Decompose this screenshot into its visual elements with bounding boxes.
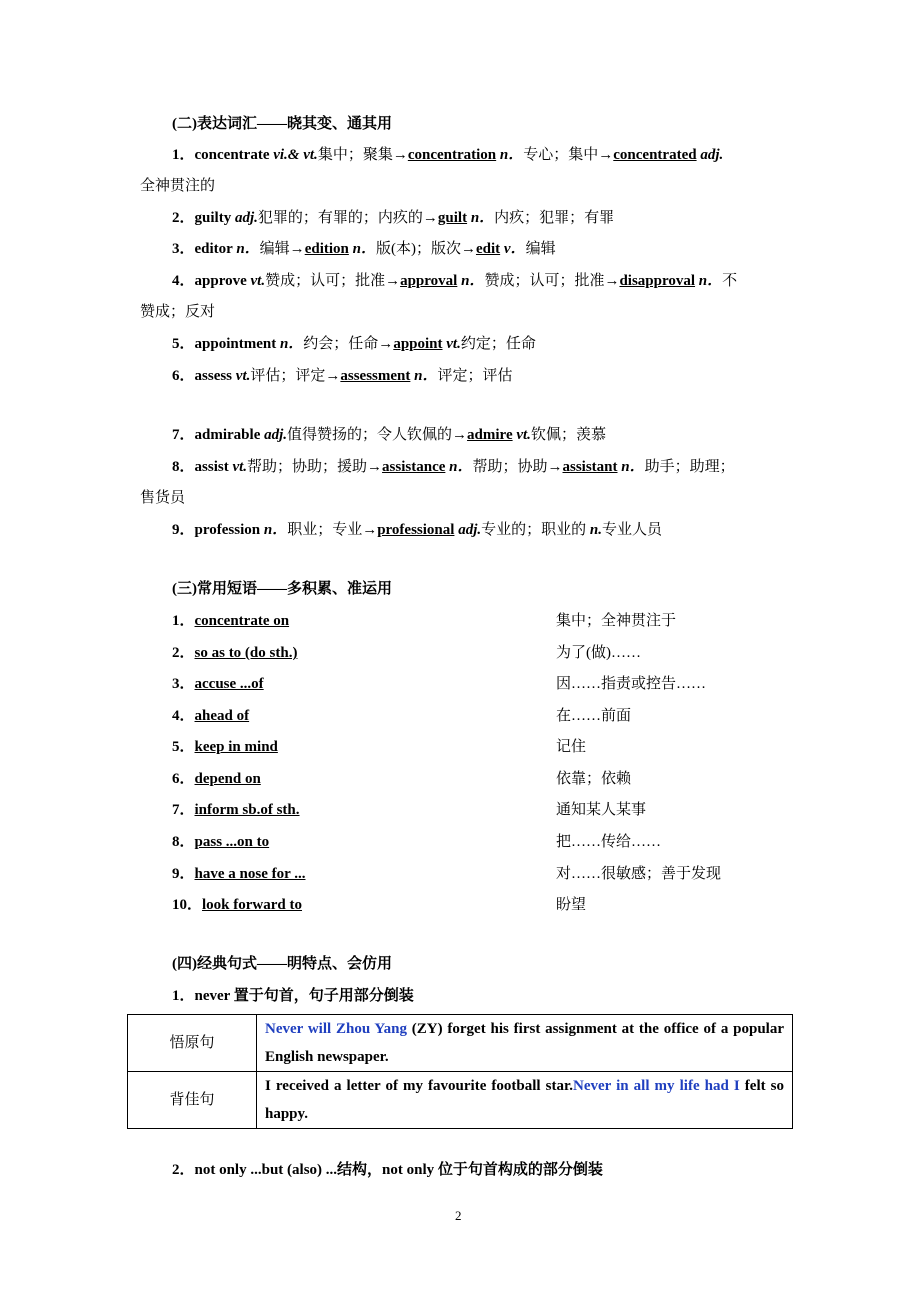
vocab-item-8: 8．assist vt.帮助；协助；援助→assistance n．帮助；协助→assistant n．助手；助理； bbox=[172, 459, 735, 475]
phrase-meaning: 在……前面 bbox=[556, 708, 632, 724]
vocab-item-5: 5．appointment n．约会；任命→appoint vt.约定；任命 bbox=[172, 336, 536, 352]
vocab-item-8-cont: 售货员 bbox=[140, 490, 186, 506]
example-sentence-table bbox=[127, 1014, 793, 1129]
phrase-meaning: 通知某人某事 bbox=[556, 802, 647, 818]
original-sentence: Never will Zhou Yang (ZY) forget his first assignment at the office of a popular English newspaper. bbox=[257, 1015, 793, 1072]
section3-heading: (三)常用短语——多积累、准运用 bbox=[172, 581, 392, 597]
phrase-row: 4．ahead of bbox=[172, 708, 250, 724]
phrase-row: 1．concentrate on bbox=[172, 613, 290, 629]
phrase-row: 9．have a nose for ... bbox=[172, 866, 306, 882]
phrase-row: 10．look forward to bbox=[172, 897, 303, 913]
vocab-item-4-cont: 赞成；反对 bbox=[140, 304, 216, 320]
phrase-meaning: 为了(做)…… bbox=[556, 645, 641, 661]
phrase-row: 6．depend on bbox=[172, 771, 261, 787]
section4-heading: (四)经典句式——明特点、会仿用 bbox=[172, 956, 392, 972]
sentence-point-1: 1．never 置于句首，句子用部分倒装 bbox=[172, 988, 414, 1004]
page-number: 2 bbox=[455, 1208, 462, 1223]
phrase-row: 3．accuse ...of bbox=[172, 676, 264, 692]
phrase-row: 5．keep in mind bbox=[172, 739, 278, 755]
section2-heading: (二)表达词汇——晓其变、通其用 bbox=[172, 116, 392, 132]
phrase-meaning: 记住 bbox=[556, 739, 587, 755]
phrase-meaning: 集中；全神贯注于 bbox=[556, 613, 677, 629]
phrase-meaning: 盼望 bbox=[556, 897, 587, 913]
phrase-meaning: 把……传给…… bbox=[556, 834, 662, 850]
phrase-row: 8．pass ...on to bbox=[172, 834, 270, 850]
sentence-point-2: 2．not only ...but (also) ...结构，not only 位于句首构成的部分倒装 bbox=[172, 1162, 603, 1178]
vocab-item-3: 3．editor n．编辑→edition n．版(本)；版次→edit v．编辑 bbox=[172, 241, 556, 257]
vocab-item-4: 4．approve vt.赞成；认可；批准→approval n．赞成；认可；批准→disapproval n．不 bbox=[172, 273, 738, 289]
recite-sentence: I received a letter of my favourite football star.Never in all my life had I felt so happy. bbox=[257, 1072, 793, 1129]
table-row bbox=[128, 1072, 793, 1129]
table-row bbox=[128, 1015, 793, 1072]
vocab-item-9: 9．profession n．职业；专业→professional adj.专业的；职业的 n.专业人员 bbox=[172, 522, 662, 538]
vocab-item-6: 6．assess vt.评估；评定→assessment n．评定；评估 bbox=[172, 368, 513, 384]
vocab-item-7: 7．admirable adj.值得赞扬的；令人钦佩的→admire vt.钦佩；羡慕 bbox=[172, 427, 606, 443]
phrase-row: 2．so as to (do sth.) bbox=[172, 645, 298, 661]
vocab-item-2: 2．guilty adj.犯罪的；有罪的；内疚的→guilt n．内疚；犯罪；有罪 bbox=[172, 210, 615, 226]
row-label-recite: 背佳句 bbox=[128, 1072, 257, 1129]
vocab-item-1: 1．concentrate vi.& vt.集中；聚集→concentration n．专心；集中→concentrated adj. bbox=[172, 147, 724, 163]
phrase-row: 7．inform sb.of sth. bbox=[172, 802, 300, 818]
row-label-original: 悟原句 bbox=[128, 1015, 257, 1072]
vocab-item-1-cont: 全神贯注的 bbox=[140, 178, 216, 194]
phrase-meaning: 因……指责或控告…… bbox=[556, 676, 707, 692]
phrase-meaning: 依靠；依赖 bbox=[556, 771, 632, 787]
phrase-meaning: 对……很敏感；善于发现 bbox=[556, 866, 722, 882]
